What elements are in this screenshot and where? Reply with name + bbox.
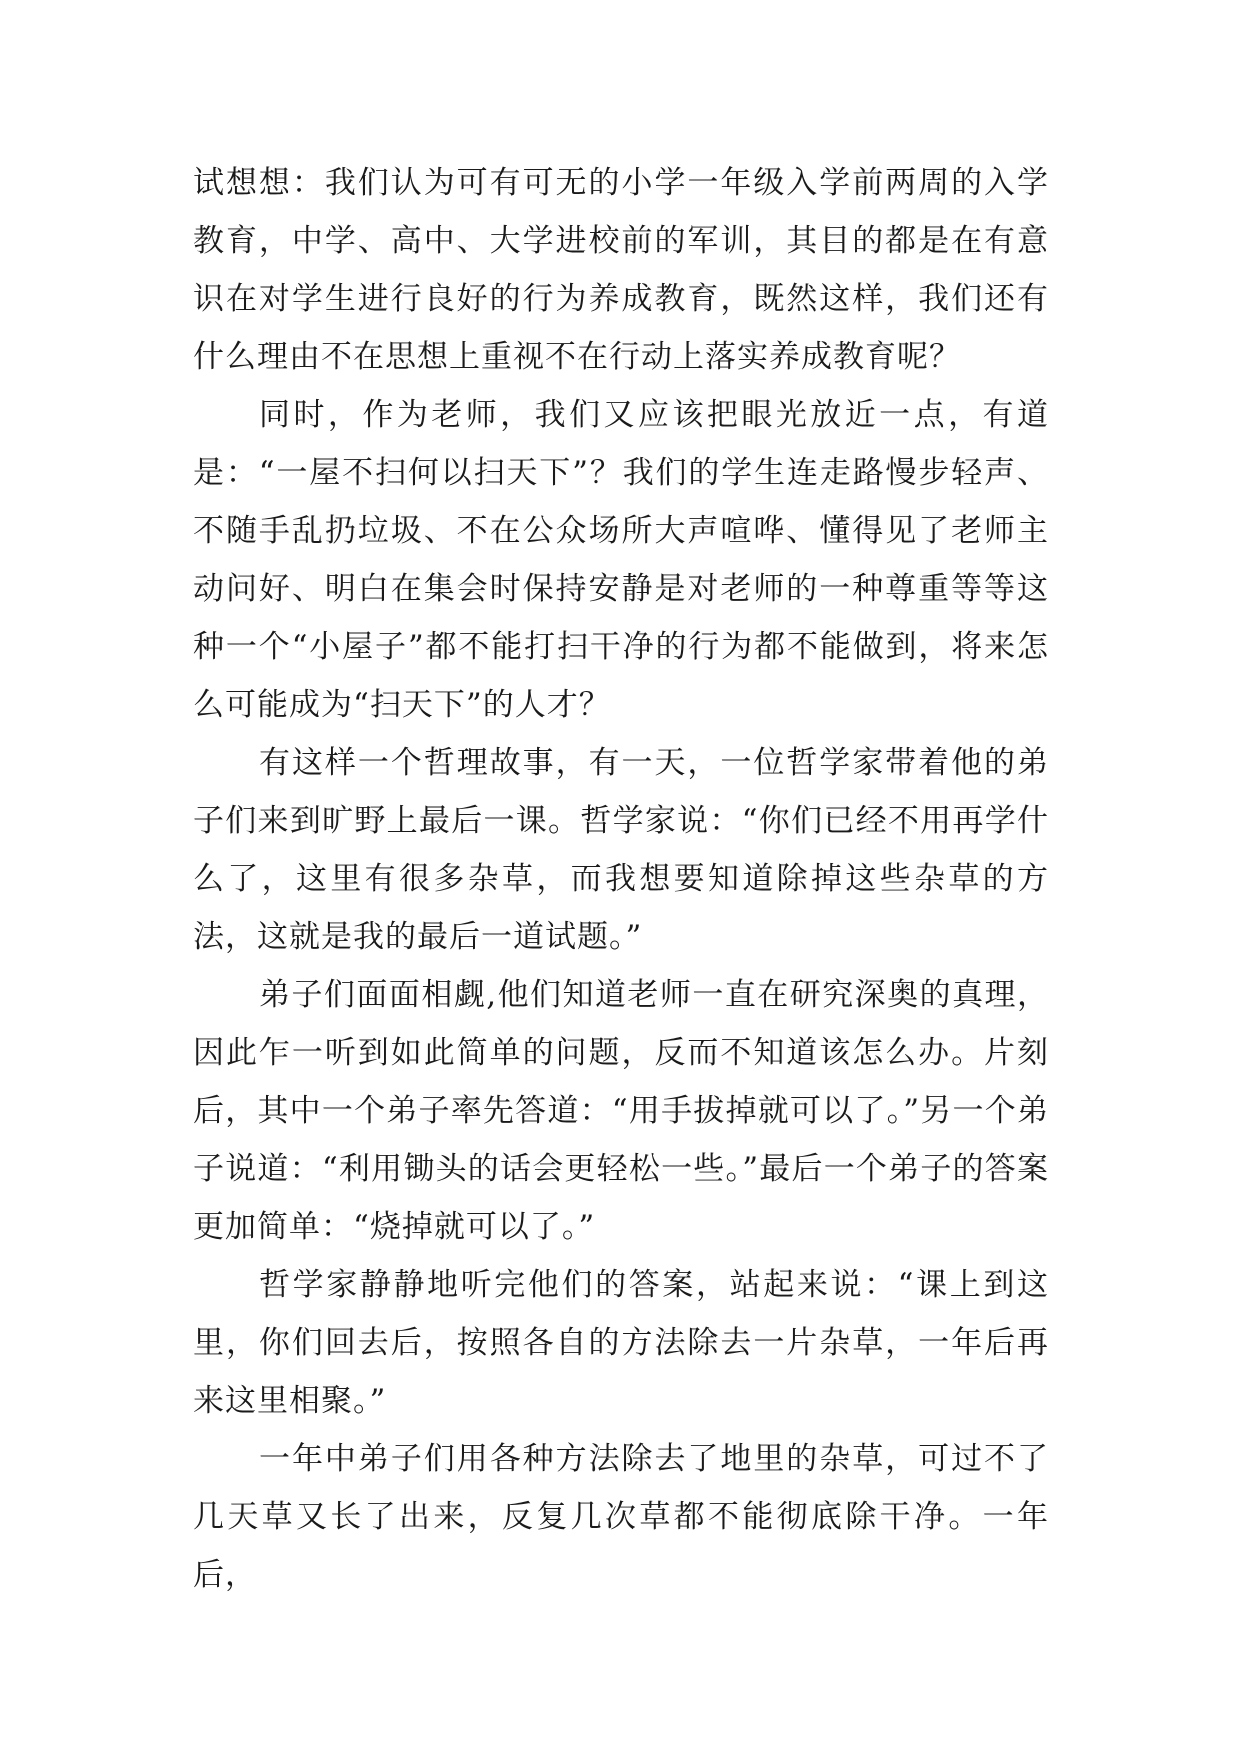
paragraph-3: 有这样一个哲理故事，有一天，一位哲学家带着他的弟子们来到旷野上最后一课。哲学家说：“你们已经不用再学什么了，这里有很多杂草，而我想要知道除掉这些杂草的方法，这就是我的最后一道试题。” (193, 745, 1049, 955)
paragraph-4: 弟子们面面相觑,他们知道老师一直在研究深奥的真理，因此乍一听到如此简单的问题，反而不知道该怎么办。片刻后，其中一个弟子率先答道：“用手拔掉就可以了。”另一个弟子说道：“利用锄头的话会更轻松一些。”最后一个弟子的答案更加简单：“烧掉就可以了。” (193, 977, 1049, 1245)
paragraph-6: 一年中弟子们用各种方法除去了地里的杂草，可过不了几天草又长了出来，反复几次草都不能彻底除干净。一年后， (193, 1441, 1049, 1593)
paragraph-2: 同时，作为老师，我们又应该把眼光放近一点，有道是：“一屋不扫何以扫天下”？我们的学生连走路慢步轻声、不随手乱扔垃圾、不在公众场所大声喧哗、懂得见了老师主动问好、明白在集会时保持安静是对老师的一种尊重等等这种一个“小屋子”都不能打扫干净的行为都不能做到，将来怎么可能成为“扫天下”的人才？ (193, 397, 1049, 723)
paragraph-5: 哲学家静静地听完他们的答案，站起来说：“课上到这里，你们回去后，按照各自的方法除去一片杂草，一年后再来这里相聚。” (193, 1267, 1049, 1419)
document-body (193, 154, 1049, 1604)
paragraph-1: 试想想：我们认为可有可无的小学一年级入学前两周的入学教育，中学、高中、大学进校前的军训，其目的都是在有意识在对学生进行良好的行为养成教育，既然这样，我们还有什么理由不在思想上重视不在行动上落实养成教育呢？ (193, 165, 1049, 375)
